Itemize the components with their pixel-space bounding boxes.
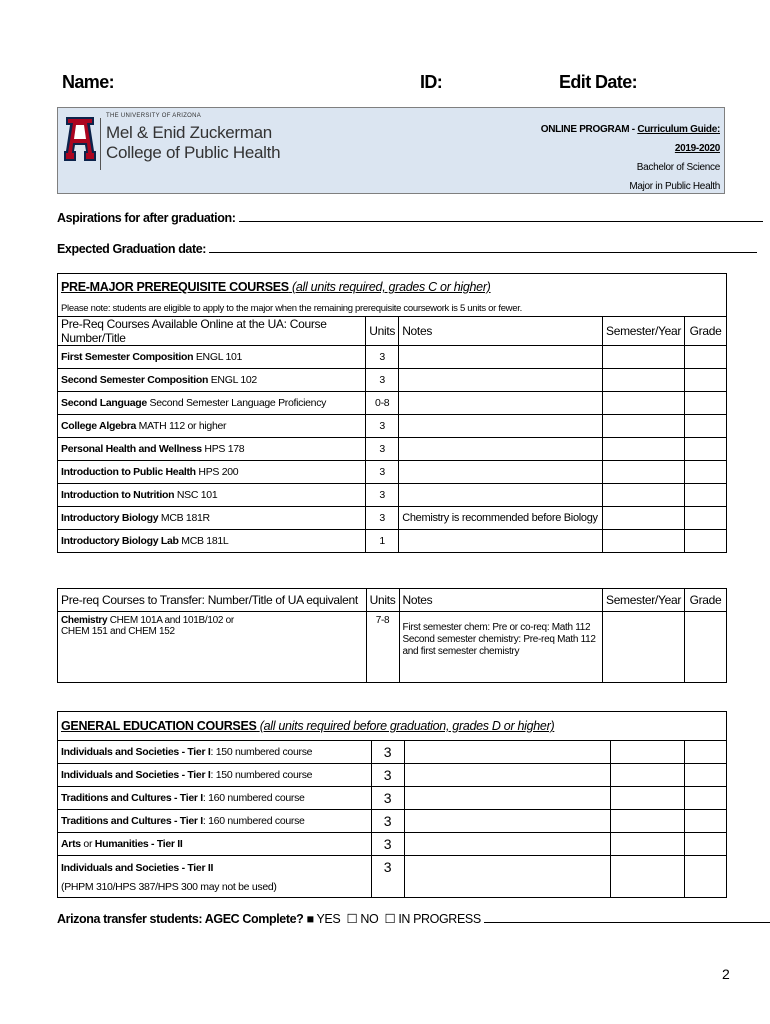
top-fields-row [62,72,722,98]
agec-in-progress-checkbox[interactable]: ☐ [384,912,396,926]
page-number: 2 [722,966,730,982]
grade-field[interactable] [685,415,727,438]
gened-notes-field[interactable] [404,764,611,787]
grad-date-field[interactable] [209,240,757,253]
agec-yes-label: YES [316,912,341,926]
aspirations-label: Aspirations for after graduation: [57,211,236,225]
course-units: 3 [366,438,399,461]
transfer-notes-line2: Second semester chemistry: Pre-req Math 112 and first semester chemistry [402,634,596,657]
table-row [58,741,727,764]
gened-grade-field[interactable] [685,741,727,764]
course-notes [399,484,603,507]
university-name: THE UNIVERSITY OF ARIZONA [106,113,202,119]
course-notes: Chemistry is recommended before Biology [399,507,603,530]
semester-field[interactable] [603,415,685,438]
gened-units: 3 [371,810,404,833]
table-row [58,415,727,438]
gened-semester-field[interactable] [611,856,685,898]
course-name: Introductory Biology [61,512,159,524]
gened-notes-field[interactable] [404,787,611,810]
semester-field[interactable] [603,346,685,369]
degree-name: Bachelor of Science [636,162,720,173]
gened-notes-field[interactable] [404,833,611,856]
table-row [58,484,727,507]
transfer-col-header-notes: Notes [399,589,602,612]
premajor-title: PRE-MAJOR PREREQUISITE COURSES [61,280,289,294]
grade-field[interactable] [685,530,727,553]
grad-date-row [57,240,757,256]
curriculum-guide-label: Curriculum Guide: [637,124,720,135]
gened-course-detail: : 150 numbered course [210,769,313,781]
semester-field[interactable] [603,438,685,461]
gened-course-cell [58,856,372,898]
course-notes [399,461,603,484]
gened-course-cell [58,810,372,833]
course-notes [399,369,603,392]
gened-course-name: Arts [61,838,81,850]
transfer-semester-field[interactable] [602,612,684,683]
gened-units: 3 [371,741,404,764]
semester-field[interactable] [603,530,685,553]
agec-in-progress-label: IN PROGRESS [398,912,481,926]
course-notes [399,530,603,553]
table-row [58,438,727,461]
col-header-units: Units [366,317,399,346]
transfer-course-detail1: CHEM 101A and 101B/102 or [107,615,234,626]
transfer-col-header-semester: Semester/Year [602,589,684,612]
semester-field[interactable] [603,507,685,530]
edit-date-label: Edit Date: [559,72,638,92]
gened-course-name: Individuals and Societies - Tier I [61,769,211,781]
gened-course-cell [58,764,372,787]
transfer-notes-line1: First semester chem: Pre or co-req: Math 112 [402,622,591,633]
college-header [57,107,725,194]
name-label: Name: [62,72,115,92]
course-number: MATH 112 or higher [136,420,227,432]
course-units: 0-8 [366,392,399,415]
course-number: HPS 200 [195,466,239,478]
course-number: ENGL 102 [208,374,257,386]
gened-course-name: Individuals and Societies - Tier I [61,746,211,758]
gened-course-cell [58,741,372,764]
college-name [106,123,280,163]
transfer-grade-field[interactable] [685,612,727,683]
course-cell [58,484,366,507]
table-row [58,507,727,530]
transfer-table [57,588,727,683]
transfer-course-cell [58,612,367,683]
semester-field[interactable] [603,392,685,415]
course-units: 3 [366,346,399,369]
grade-field[interactable] [685,507,727,530]
gened-units: 3 [371,787,404,810]
course-notes [399,438,603,461]
course-name: Personal Health and Wellness [61,443,202,455]
gened-grade-field[interactable] [685,810,727,833]
gened-semester-field[interactable] [611,833,685,856]
course-units: 3 [366,415,399,438]
table-row [58,369,727,392]
gened-notes-field[interactable] [404,810,611,833]
table-row [58,833,727,856]
transfer-course-detail2: CHEM 151 and CHEM 152 [61,626,175,637]
gened-notes-field[interactable] [404,856,611,898]
gened-grade-field[interactable] [685,764,727,787]
course-number: MCB 181R [158,512,210,524]
gened-course-name: Individuals and Societies - Tier II [61,862,214,874]
grade-field[interactable] [685,392,727,415]
semester-field[interactable] [603,484,685,507]
course-name: Introductory Biology Lab [61,535,179,547]
table-row [58,612,727,683]
gened-semester-field[interactable] [611,764,685,787]
table-row [58,764,727,787]
course-cell [58,346,366,369]
gened-units: 3 [371,856,404,898]
agec-notes-field[interactable] [484,910,770,923]
course-name: College Algebra [61,420,137,432]
gened-subtitle: (all units required before graduation, grades D or higher) [259,719,555,733]
course-units: 1 [366,530,399,553]
course-number: NSC 101 [174,489,218,501]
course-units: 3 [366,461,399,484]
table-row [58,530,727,553]
gened-course-detail: : 160 numbered course [202,792,305,804]
gened-course-name: Traditions and Cultures - Tier I [61,815,203,827]
gened-grade-field[interactable] [685,856,727,898]
gened-semester-field[interactable] [611,810,685,833]
agec-row [57,910,770,926]
agec-no-label: NO [360,912,379,926]
semester-field[interactable] [603,369,685,392]
gened-course-cell [58,787,372,810]
course-name: Introduction to Public Health [61,466,196,478]
transfer-units: 7-8 [366,612,399,683]
table-row [58,392,727,415]
course-units: 3 [366,507,399,530]
course-number: HPS 178 [201,443,245,455]
transfer-col-header-course: Pre-req Courses to Transfer: Number/Title of UA equivalent [58,589,367,612]
table-row [58,856,727,898]
transfer-notes [399,612,602,683]
program-info [541,120,720,196]
gened-grade-field[interactable] [685,787,727,810]
college-name-line2: College of Public Health [106,143,281,162]
agec-label: Arizona transfer students: AGEC Complete? [57,912,304,926]
gened-semester-field[interactable] [611,787,685,810]
header-divider [100,118,101,170]
premajor-subtitle: (all units required, grades C or higher) [292,280,491,294]
course-cell [58,507,366,530]
course-cell [58,415,366,438]
col-header-grade: Grade [685,317,727,346]
gened-title: GENERAL EDUCATION COURSES [61,719,257,733]
col-header-notes: Notes [399,317,603,346]
gened-course-sub: (PHPM 310/HPS 387/HPS 300 may not be used) [61,881,277,893]
gened-title-cell [58,712,727,741]
transfer-course-name: Chemistry [61,615,108,626]
gened-course-joiner: or [80,838,95,850]
major-name: Major in Public Health [629,181,720,192]
course-number: MCB 181L [178,535,229,547]
table-row [58,461,727,484]
col-header-semester: Semester/Year [603,317,685,346]
course-cell [58,369,366,392]
gened-course-detail: : 160 numbered course [202,815,305,827]
course-notes [399,346,603,369]
course-notes [399,415,603,438]
course-cell [58,392,366,415]
semester-field[interactable] [603,461,685,484]
table-row [58,787,727,810]
course-name: Introduction to Nutrition [61,489,175,501]
agec-no-checkbox[interactable]: ☐ [346,912,358,926]
gened-course-cell [58,833,372,856]
table-row [58,346,727,369]
course-number: Second Semester Language Proficiency [146,397,327,409]
course-units: 3 [366,369,399,392]
course-name: First Semester Composition [61,351,194,363]
gened-course-name: Traditions and Cultures - Tier I [61,792,203,804]
arizona-a-logo-icon [64,115,96,163]
aspirations-row [57,209,763,225]
grade-field[interactable] [685,346,727,369]
gened-semester-field[interactable] [611,741,685,764]
course-name: Second Semester Composition [61,374,209,386]
grade-field[interactable] [685,438,727,461]
table-row [58,810,727,833]
course-name: Second Language [61,397,147,409]
premajor-note: Please note: students are eligible to apply to the major when the remaining prerequisite coursework is 5 units or fewer. [58,300,727,317]
premajor-table [57,273,727,553]
course-notes [399,392,603,415]
gened-units: 3 [371,764,404,787]
grade-field[interactable] [685,369,727,392]
grade-field[interactable] [685,461,727,484]
gened-grade-field[interactable] [685,833,727,856]
premajor-title-cell [58,274,727,301]
agec-yes-checkbox[interactable]: ■ [306,912,314,926]
course-cell [58,461,366,484]
gened-table [57,711,727,898]
course-cell [58,438,366,461]
aspirations-field[interactable] [239,209,763,222]
gened-notes-field[interactable] [404,741,611,764]
gened-course-name-2: Humanities - Tier II [94,838,183,850]
transfer-col-header-grade: Grade [685,589,727,612]
grad-date-label: Expected Graduation date: [57,242,207,256]
college-name-line1: Mel & Enid Zuckerman [106,123,272,142]
id-label: ID: [420,72,443,92]
gened-units: 3 [371,833,404,856]
guide-year: 2019-2020 [674,143,720,154]
course-number: ENGL 101 [193,351,243,363]
col-header-course: Pre-Req Courses Available Online at the UA: Course Number/Title [58,317,366,346]
program-prefix: ONLINE PROGRAM - [540,124,638,135]
grade-field[interactable] [685,484,727,507]
transfer-col-header-units: Units [366,589,399,612]
gened-course-detail: : 150 numbered course [210,746,313,758]
course-units: 3 [366,484,399,507]
course-cell [58,530,366,553]
